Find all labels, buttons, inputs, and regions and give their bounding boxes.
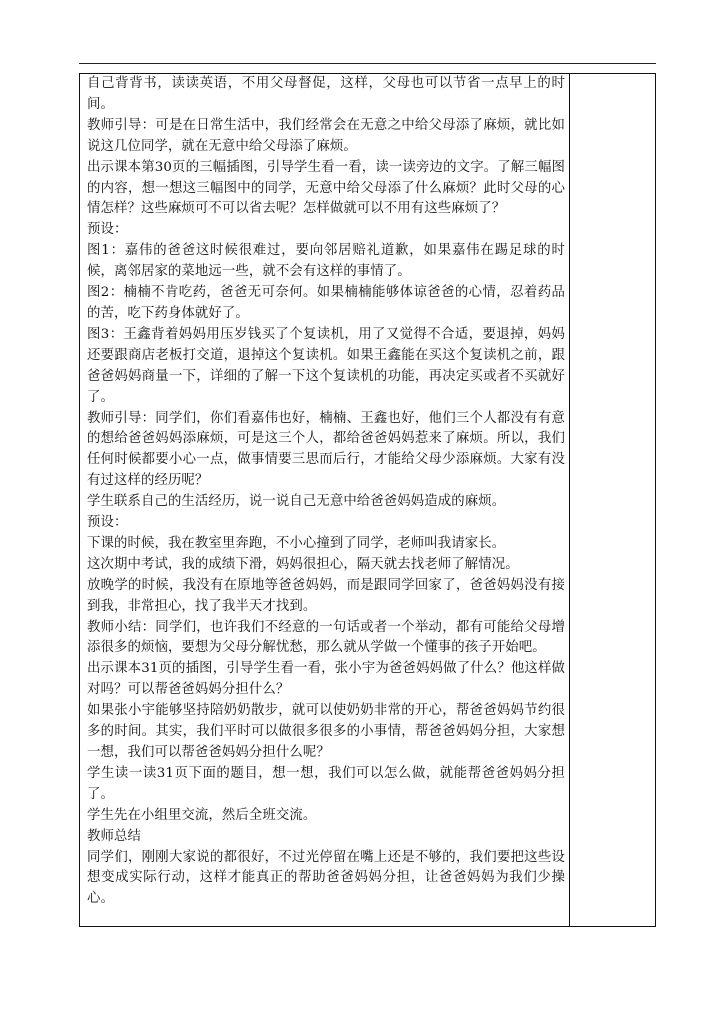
paragraph: 教师总结 xyxy=(87,828,141,844)
paragraph: 学生先在小组里交流，然后全班交流。 xyxy=(87,807,317,823)
paragraph: 同学们，刚刚大家说的都很好，不过光停留在嘴上还是不够的，我们要把这些设想变成实际行动，这样才能真正的帮助爸爸妈妈分担，让爸爸妈妈为我们少操心。 xyxy=(87,849,565,907)
paragraph: 如果张小宇能够坚持陪奶奶散步，就可以使奶奶非常的开心，帮爸爸妈妈节约很多的时间。其实，我们平时可以做很多很多的小事情，帮爸爸妈妈分担，大家想一想，我们可以帮爸爸妈妈分担什么呢？ xyxy=(87,703,565,760)
paragraph: 图3：王鑫背着妈妈用压岁钱买了个复读机，用了又觉得不合适，要退掉，妈妈还要跟商店老板打交道，退掉这个复读机。如果王鑫能在买这个复读机之前，跟爸爸妈妈商量一下，详细的了解一下这个复读机的功能，再决定买或者不买就好了。 xyxy=(87,326,565,405)
paragraph: 学生读一读31页下面的题目，想一想，我们可以怎么做，就能帮爸爸妈妈分担了。 xyxy=(87,765,565,802)
paragraph: 图1：嘉伟的爸爸这时候很难过，要向邻居赔礼道歉，如果嘉伟在踢足球的时候，离邻居家的菜地远一些，就不会有这样的事情了。 xyxy=(87,243,565,280)
paragraph: 下课的时候，我在教室里奔跑，不小心撞到了同学，老师叫我请家长。 xyxy=(87,535,506,551)
paragraph: 放晚学的时候，我没有在原地等爸爸妈妈，而是跟同学回家了，爸爸妈妈没有接到我，非常担心，找了我半天才找到。 xyxy=(87,577,565,614)
paragraph: 这次期中考试，我的成绩下滑，妈妈很担心，隔天就去找老师了解情况。 xyxy=(87,556,519,572)
paragraph: 预设： xyxy=(87,515,128,531)
paragraph: 教师小结：同学们，也许我们不经意的一句话或者一个举动，都有可能给父母增添很多的烦恼，要想为父母分解忧愁，那么就从学做一个懂事的孩子开始吧。 xyxy=(87,619,565,656)
lesson-content-cell xyxy=(87,74,565,910)
paragraph: 教师引导：可是在日常生活中，我们经常会在无意之中给父母添了麻烦，就比如说这几位同学，就在无意中给父母添了麻烦。 xyxy=(87,117,565,154)
header-rule xyxy=(79,63,656,64)
paragraph: 预设： xyxy=(87,222,128,238)
lesson-plan-table xyxy=(79,73,656,927)
paragraph: 学生联系自己的生活经历，说一说自己无意中给爸爸妈妈造成的麻烦。 xyxy=(87,494,506,510)
paragraph: 出示课本31页的插图，引导学生看一看，张小宇为爸爸妈妈做了什么？他这样做对吗？可以帮爸爸妈妈分担什么？ xyxy=(87,661,565,698)
notes-cell xyxy=(570,74,655,926)
paragraph: 图2：楠楠不肯吃药，爸爸无可奈何。如果楠楠能够体谅爸爸的心情，忍着药品的苦，吃下药身体就好了。 xyxy=(87,285,565,321)
paragraph: 自己背背书，读读英语，不用父母督促，这样，父母也可以节省一点早上的时间。 xyxy=(87,76,565,112)
paragraph: 教师引导：同学们，你们看嘉伟也好，楠楠、王鑫也好，他们三个人都没有有意的想给爸爸妈妈添麻烦，可是这三个人，都给爸爸妈妈惹来了麻烦。所以，我们任何时候都要小心一点，做事情要三思而后行，才能给父母少添麻烦。大家有没有过这样的经历呢？ xyxy=(87,410,565,489)
paragraph: 出示课本第30页的三幅插图，引导学生看一看，读一读旁边的文字。了解三幅图的内容，想一想这三幅图中的同学，无意中给父母添了什么麻烦？此时父母的心情怎样？这些麻烦可不可以省去呢？怎样做就可以不用有这些麻烦了？ xyxy=(87,159,565,217)
